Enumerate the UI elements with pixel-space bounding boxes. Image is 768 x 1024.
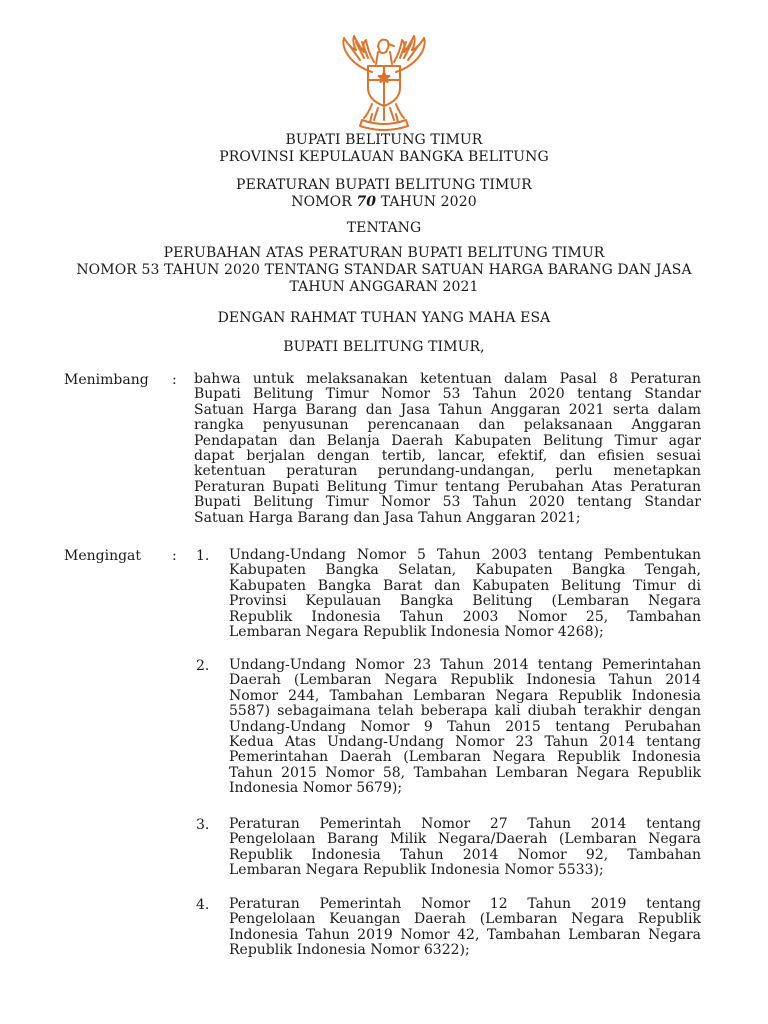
mengingat-item-1 [229,548,701,640]
subject-line-3: TAHUN ANGGARAN 2021 [289,279,479,295]
bupati-line: BUPATI BELITUNG TIMUR, [283,339,485,355]
mengingat-item-3 [229,817,701,879]
nomor-value: 70 [356,194,377,210]
text-line: Kedua Atas Undang-Undang Nomor 23 Tahun 2014 tentang [229,734,701,751]
text-line: Peraturan Pemerintah Nomor 27 Tahun 2014 tentang [229,816,701,832]
menimbang-colon: : [172,372,177,388]
mengingat-colon: : [172,548,177,564]
text-line: Undang-Undang Nomor 5 Tahun 2003 tentang Pembentukan [229,547,701,563]
text-line: Pendapatan dan Belanja Daerah Kabupaten Belitung Timur agar [194,432,701,449]
text-line: Tahun 2015 Nomor 58, Tambahan Lembaran Negara Republik [229,764,701,781]
text-line: rangka penyusunan perencanaan dan pelaksanaan Anggaran [194,417,701,434]
tentang-heading: TENTANG [346,220,422,236]
item-number: 3. [196,817,210,833]
text-line: Lembaran Negara Republik Indonesia Nomor 4268); [229,624,604,641]
text-line: Satuan Harga Barang dan Jasa Tahun Anggaran 2021 serta dalam [194,401,701,418]
text-line: Provinsi Kepulauan Bangka Belitung (Lembaran Negara [229,593,701,610]
text-line: Kabupaten Bangka Barat dan Kabupaten Belitung Timur di [229,577,701,594]
menimbang-label: Menimbang [64,372,149,388]
garuda-emblem-icon [332,32,436,136]
text-line: Bupati Belitung Timur Nomor 53 Tahun 2020 tentang Standar [194,494,701,511]
text-line: Lembaran Negara Republik Indonesia Nomor 5533); [229,862,604,879]
text-line: Undang-Undang Nomor 9 Tahun 2015 tentang Perubahan [229,718,701,735]
text-line: Pengelolaan Keuangan Daerah (Lembaran Negara Republik [229,911,701,928]
text-line: Nomor 244, Tambahan Lembaran Negara Republik Indonesia [229,687,701,704]
text-line: Republik Indonesia Tahun 2003 Nomor 25, Tambahan [229,608,701,625]
nomor-prefix: NOMOR [291,194,352,210]
text-line: Republik Indonesia Tahun 2014 Nomor 92, Tambahan [229,846,701,863]
item-number: 4. [196,897,210,913]
text-line: Satuan Harga Barang dan Jasa Tahun Anggaran 2021; [194,509,581,526]
header-regent: BUPATI BELITUNG TIMUR [285,132,483,148]
text-line: Kabupaten Bangka Selatan, Kabupaten Bangka Tengah, [229,562,701,579]
text-line: Pengelolaan Barang Milik Negara/Daerah (Lembaran Negara [229,831,701,848]
mengingat-item-4 [229,897,701,959]
subject-line-1: PERUBAHAN ATAS PERATURAN BUPATI BELITUNG TIMUR [163,245,605,261]
item-number: 1. [196,548,210,564]
item-number: 2. [196,658,210,674]
text-line: Undang-Undang Nomor 23 Tahun 2014 tentang Pemerintahan [229,657,701,673]
text-line: ketentuan peraturan perundang-undangan, perlu menetapkan [194,463,701,480]
text-line: Republik Indonesia Nomor 6322); [229,942,470,959]
rahmat-line: DENGAN RAHMAT TUHAN YANG MAHA ESA [217,310,551,326]
text-line: Pemerintahan Daerah (Lembaran Negara Republik Indonesia [229,749,701,766]
mengingat-item-2 [229,658,701,797]
text-line: Peraturan Pemerintah Nomor 12 Tahun 2019 tentang [229,896,701,912]
menimbang-paragraph [194,372,701,526]
mengingat-label: Mengingat [64,548,142,564]
regulation-number [0,194,768,210]
text-line: Peraturan Bupati Belitung Timur tentang Perubahan Atas Peraturan [194,478,701,495]
text-line: 5587) sebagaimana telah beberapa kali diubah terakhir dengan [229,703,701,720]
nomor-suffix: TAHUN 2020 [380,194,477,210]
regulation-title: PERATURAN BUPATI BELITUNG TIMUR [236,177,532,193]
text-line: dapat berjalan dengan tertib, lancar, efektif, dan efisien sesuai [194,448,701,465]
text-line: bahwa untuk melaksanakan ketentuan dalam Pasal 8 Peraturan [194,371,701,387]
text-line: Indonesia Tahun 2019 Nomor 42, Tambahan Lembaran Negara [229,926,701,943]
text-line: Daerah (Lembaran Negara Republik Indonesia Tahun 2014 [229,672,701,689]
subject-line-2: NOMOR 53 TAHUN 2020 TENTANG STANDAR SATUAN HARGA BARANG DAN JASA [76,262,692,278]
text-line: Indonesia Nomor 5679); [229,780,403,797]
text-line: Bupati Belitung Timur Nomor 53 Tahun 2020 tentang Standar [194,386,701,403]
header-province: PROVINSI KEPULAUAN BANGKA BELITUNG [219,149,549,165]
